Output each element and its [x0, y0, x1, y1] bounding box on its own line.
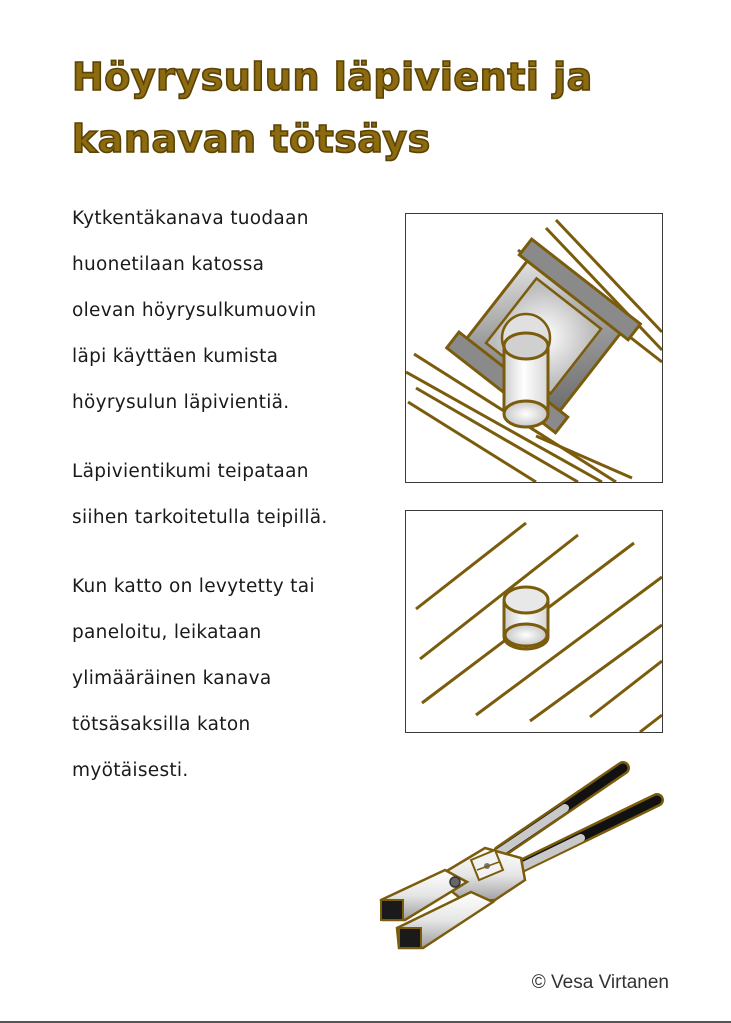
paragraph-cutting — [72, 564, 392, 794]
duct-through-ceiling-panels-icon — [406, 511, 662, 732]
copyright-notice: © Vesa Virtanen — [531, 972, 669, 993]
duct-shears-illustration — [375, 752, 675, 966]
duct-cutting-shears-icon — [375, 752, 675, 962]
text-line: ylimääräinen kanava — [72, 668, 272, 689]
text-line: siihen tarkoitetulla teipillä. — [72, 507, 328, 528]
text-line: höyrysulun läpivientiä. — [72, 392, 290, 413]
duct-through-rubber-grommet-icon — [406, 214, 662, 482]
paragraph-duct-entry — [72, 196, 392, 426]
text-line: myötäisesti. — [72, 760, 189, 781]
text-line: huonetilaan katossa — [72, 254, 265, 275]
text-line: läpi käyttäen kumista — [72, 346, 279, 367]
text-line: paneloitu, leikataan — [72, 622, 262, 643]
title-line: kanavan tötsäys — [72, 117, 431, 161]
text-line: Kun katto on levytetty tai — [72, 576, 315, 597]
text-line: Kytkentäkanava tuodaan — [72, 208, 309, 229]
text-line: olevan höyrysulkumuovin — [72, 300, 317, 321]
vapor-barrier-grommet-illustration — [405, 213, 663, 483]
text-line: tötsäsaksilla katon — [72, 714, 251, 735]
duct-through-ceiling-illustration — [405, 510, 663, 733]
paragraph-taping — [72, 449, 392, 541]
text-line: Läpivientikumi teipataan — [72, 461, 309, 482]
title-line: Höyrysulun läpivienti ja — [72, 55, 593, 99]
page-title — [72, 46, 692, 170]
